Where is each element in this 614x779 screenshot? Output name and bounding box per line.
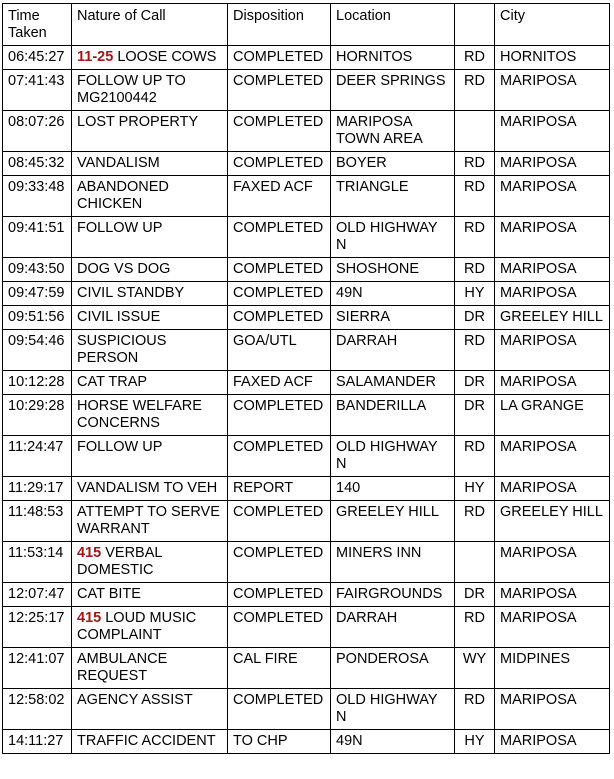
- table-row: [3, 501, 610, 542]
- cell-suffix: [455, 542, 495, 583]
- cell-city: HORNITOS: [495, 46, 610, 70]
- cell-nature: [72, 70, 228, 111]
- cell-nature: [72, 282, 228, 306]
- cell-city: MARIPOSA: [495, 583, 610, 607]
- cell-city: GREELEY HILL: [495, 306, 610, 330]
- nature-text: LOST PROPERTY: [77, 114, 199, 130]
- nature-text: LOUD MUSIC COMPLAINT: [77, 610, 197, 643]
- cell-suffix: WY: [455, 648, 495, 689]
- table-row: [3, 395, 610, 436]
- header-suffix: [455, 4, 495, 46]
- header-time-taken: Time Taken: [3, 4, 72, 46]
- nature-text: LOOSE COWS: [117, 49, 217, 65]
- cell-nature: [72, 111, 228, 152]
- cell-city: MARIPOSA: [495, 730, 610, 754]
- cell-time: 11:24:47: [3, 436, 72, 477]
- table-row: [3, 46, 610, 70]
- table-row: [3, 111, 610, 152]
- cell-city: MARIPOSA: [495, 282, 610, 306]
- cell-suffix: RD: [455, 501, 495, 542]
- cell-nature: [72, 371, 228, 395]
- table-row: [3, 371, 610, 395]
- cell-time: 08:45:32: [3, 152, 72, 176]
- cell-city: MARIPOSA: [495, 371, 610, 395]
- header-city: City: [495, 4, 610, 46]
- cell-time: 09:43:50: [3, 258, 72, 282]
- cell-nature: [72, 501, 228, 542]
- cell-suffix: RD: [455, 217, 495, 258]
- cell-nature: [72, 217, 228, 258]
- cell-location: DARRAH: [331, 607, 455, 648]
- table-row: [3, 70, 610, 111]
- cell-time: 09:54:46: [3, 330, 72, 371]
- cell-nature: [72, 607, 228, 648]
- cell-location: GREELEY HILL: [331, 501, 455, 542]
- cell-suffix: HY: [455, 282, 495, 306]
- cell-disposition: COMPLETED: [228, 607, 331, 648]
- cell-nature: [72, 176, 228, 217]
- cell-nature: [72, 730, 228, 754]
- cell-city: MARIPOSA: [495, 689, 610, 730]
- cell-city: GREELEY HILL: [495, 501, 610, 542]
- table-row: [3, 542, 610, 583]
- cell-suffix: RD: [455, 70, 495, 111]
- cell-location: PONDEROSA: [331, 648, 455, 689]
- nature-text: AGENCY ASSIST: [77, 692, 193, 708]
- nature-text: SUSPICIOUS PERSON: [77, 333, 167, 366]
- cell-nature: [72, 477, 228, 501]
- cell-suffix: RD: [455, 607, 495, 648]
- cell-nature: [72, 542, 228, 583]
- cell-city: LA GRANGE: [495, 395, 610, 436]
- table-row: [3, 730, 610, 754]
- table-row: [3, 152, 610, 176]
- table-row: [3, 607, 610, 648]
- cell-nature: [72, 583, 228, 607]
- nature-text: VERBAL DOMESTIC: [77, 545, 162, 578]
- cell-time: 14:11:27: [3, 730, 72, 754]
- cell-location: OLD HIGHWAY N: [331, 217, 455, 258]
- cell-time: 12:58:02: [3, 689, 72, 730]
- cell-location: SIERRA: [331, 306, 455, 330]
- table-row: [3, 583, 610, 607]
- cell-time: 11:53:14: [3, 542, 72, 583]
- cell-nature: [72, 46, 228, 70]
- cell-location: TRIANGLE: [331, 176, 455, 217]
- nature-text: FOLLOW UP: [77, 220, 163, 236]
- cell-city: MARIPOSA: [495, 111, 610, 152]
- cell-location: BOYER: [331, 152, 455, 176]
- cell-location: BANDERILLA: [331, 395, 455, 436]
- cell-time: 08:07:26: [3, 111, 72, 152]
- cell-disposition: COMPLETED: [228, 689, 331, 730]
- header-nature-of-call: Nature of Call: [72, 4, 228, 46]
- cell-nature: [72, 152, 228, 176]
- cell-location: MARIPOSA TOWN AREA: [331, 111, 455, 152]
- nature-text: CAT BITE: [77, 586, 141, 602]
- nature-text: DOG VS DOG: [77, 261, 171, 277]
- cell-city: MARIPOSA: [495, 330, 610, 371]
- nature-text: ABANDONED CHICKEN: [77, 179, 169, 212]
- table-header-row: [3, 4, 610, 46]
- call-code: 415: [77, 545, 102, 561]
- cell-location: OLD HIGHWAY N: [331, 436, 455, 477]
- cell-nature: [72, 258, 228, 282]
- cell-time: 07:41:43: [3, 70, 72, 111]
- cell-disposition: COMPLETED: [228, 111, 331, 152]
- cell-disposition: COMPLETED: [228, 258, 331, 282]
- cell-nature: [72, 330, 228, 371]
- cell-city: MIDPINES: [495, 648, 610, 689]
- cell-suffix: RD: [455, 152, 495, 176]
- nature-text: CIVIL STANDBY: [77, 285, 185, 301]
- cell-location: FAIRGROUNDS: [331, 583, 455, 607]
- cell-disposition: COMPLETED: [228, 306, 331, 330]
- table-row: [3, 689, 610, 730]
- cell-disposition: COMPLETED: [228, 395, 331, 436]
- cell-city: MARIPOSA: [495, 436, 610, 477]
- table-body: [3, 46, 610, 754]
- nature-text: CAT TRAP: [77, 374, 148, 390]
- cell-location: DARRAH: [331, 330, 455, 371]
- cell-location: 49N: [331, 282, 455, 306]
- cell-disposition: TO CHP: [228, 730, 331, 754]
- cell-suffix: RD: [455, 436, 495, 477]
- cell-city: MARIPOSA: [495, 607, 610, 648]
- nature-text: FOLLOW UP TO MG2100442: [77, 73, 186, 106]
- cell-disposition: COMPLETED: [228, 152, 331, 176]
- cell-suffix: RD: [455, 258, 495, 282]
- cell-time: 11:29:17: [3, 477, 72, 501]
- cell-time: 12:25:17: [3, 607, 72, 648]
- cell-disposition: COMPLETED: [228, 46, 331, 70]
- cell-suffix: HY: [455, 477, 495, 501]
- cell-disposition: COMPLETED: [228, 217, 331, 258]
- cell-disposition: COMPLETED: [228, 436, 331, 477]
- cell-disposition: COMPLETED: [228, 70, 331, 111]
- cell-city: MARIPOSA: [495, 477, 610, 501]
- cell-location: HORNITOS: [331, 46, 455, 70]
- cell-disposition: FAXED ACF: [228, 176, 331, 217]
- cell-city: MARIPOSA: [495, 70, 610, 111]
- cell-nature: [72, 395, 228, 436]
- cell-time: 09:51:56: [3, 306, 72, 330]
- cell-city: MARIPOSA: [495, 542, 610, 583]
- table-row: [3, 176, 610, 217]
- table-row: [3, 282, 610, 306]
- cell-city: MARIPOSA: [495, 258, 610, 282]
- cell-location: 140: [331, 477, 455, 501]
- cell-location: SALAMANDER: [331, 371, 455, 395]
- table-row: [3, 258, 610, 282]
- cell-disposition: COMPLETED: [228, 542, 331, 583]
- call-code: 415: [77, 610, 102, 626]
- cell-time: 09:33:48: [3, 176, 72, 217]
- cell-nature: [72, 689, 228, 730]
- cell-location: DEER SPRINGS: [331, 70, 455, 111]
- nature-text: CIVIL ISSUE: [77, 309, 161, 325]
- cell-time: 12:41:07: [3, 648, 72, 689]
- header-location: Location: [331, 4, 455, 46]
- cell-city: MARIPOSA: [495, 176, 610, 217]
- cell-suffix: DR: [455, 371, 495, 395]
- cell-time: 10:12:28: [3, 371, 72, 395]
- cell-suffix: DR: [455, 395, 495, 436]
- call-code: 11-25: [77, 49, 114, 65]
- nature-text: ATTEMPT TO SERVE WARRANT: [77, 504, 220, 537]
- cell-suffix: [455, 111, 495, 152]
- table-row: [3, 477, 610, 501]
- cell-suffix: RD: [455, 330, 495, 371]
- cell-location: 49N: [331, 730, 455, 754]
- cell-disposition: COMPLETED: [228, 501, 331, 542]
- call-log-table: [2, 3, 610, 754]
- cell-disposition: CAL FIRE: [228, 648, 331, 689]
- cell-location: SHOSHONE: [331, 258, 455, 282]
- cell-time: 11:48:53: [3, 501, 72, 542]
- cell-disposition: GOA/UTL: [228, 330, 331, 371]
- cell-disposition: FAXED ACF: [228, 371, 331, 395]
- cell-nature: [72, 436, 228, 477]
- cell-suffix: RD: [455, 689, 495, 730]
- cell-suffix: RD: [455, 46, 495, 70]
- cell-city: MARIPOSA: [495, 217, 610, 258]
- cell-suffix: HY: [455, 730, 495, 754]
- table-row: [3, 648, 610, 689]
- table-row: [3, 436, 610, 477]
- nature-text: HORSE WELFARE CONCERNS: [77, 398, 202, 431]
- table-row: [3, 217, 610, 258]
- cell-city: MARIPOSA: [495, 152, 610, 176]
- nature-text: VANDALISM TO VEH: [77, 480, 218, 496]
- nature-text: FOLLOW UP: [77, 439, 163, 455]
- cell-time: 06:45:27: [3, 46, 72, 70]
- cell-time: 12:07:47: [3, 583, 72, 607]
- cell-nature: [72, 306, 228, 330]
- cell-location: MINERS INN: [331, 542, 455, 583]
- cell-suffix: DR: [455, 306, 495, 330]
- table-row: [3, 330, 610, 371]
- cell-time: 09:41:51: [3, 217, 72, 258]
- cell-time: 09:47:59: [3, 282, 72, 306]
- cell-disposition: COMPLETED: [228, 583, 331, 607]
- cell-location: OLD HIGHWAY N: [331, 689, 455, 730]
- table-row: [3, 306, 610, 330]
- nature-text: VANDALISM: [77, 155, 160, 171]
- cell-nature: [72, 648, 228, 689]
- cell-disposition: COMPLETED: [228, 282, 331, 306]
- nature-text: AMBULANCE REQUEST: [77, 651, 168, 684]
- cell-time: 10:29:28: [3, 395, 72, 436]
- header-disposition: Disposition: [228, 4, 331, 46]
- cell-suffix: DR: [455, 583, 495, 607]
- cell-suffix: RD: [455, 176, 495, 217]
- cell-disposition: REPORT: [228, 477, 331, 501]
- nature-text: TRAFFIC ACCIDENT: [77, 733, 216, 749]
